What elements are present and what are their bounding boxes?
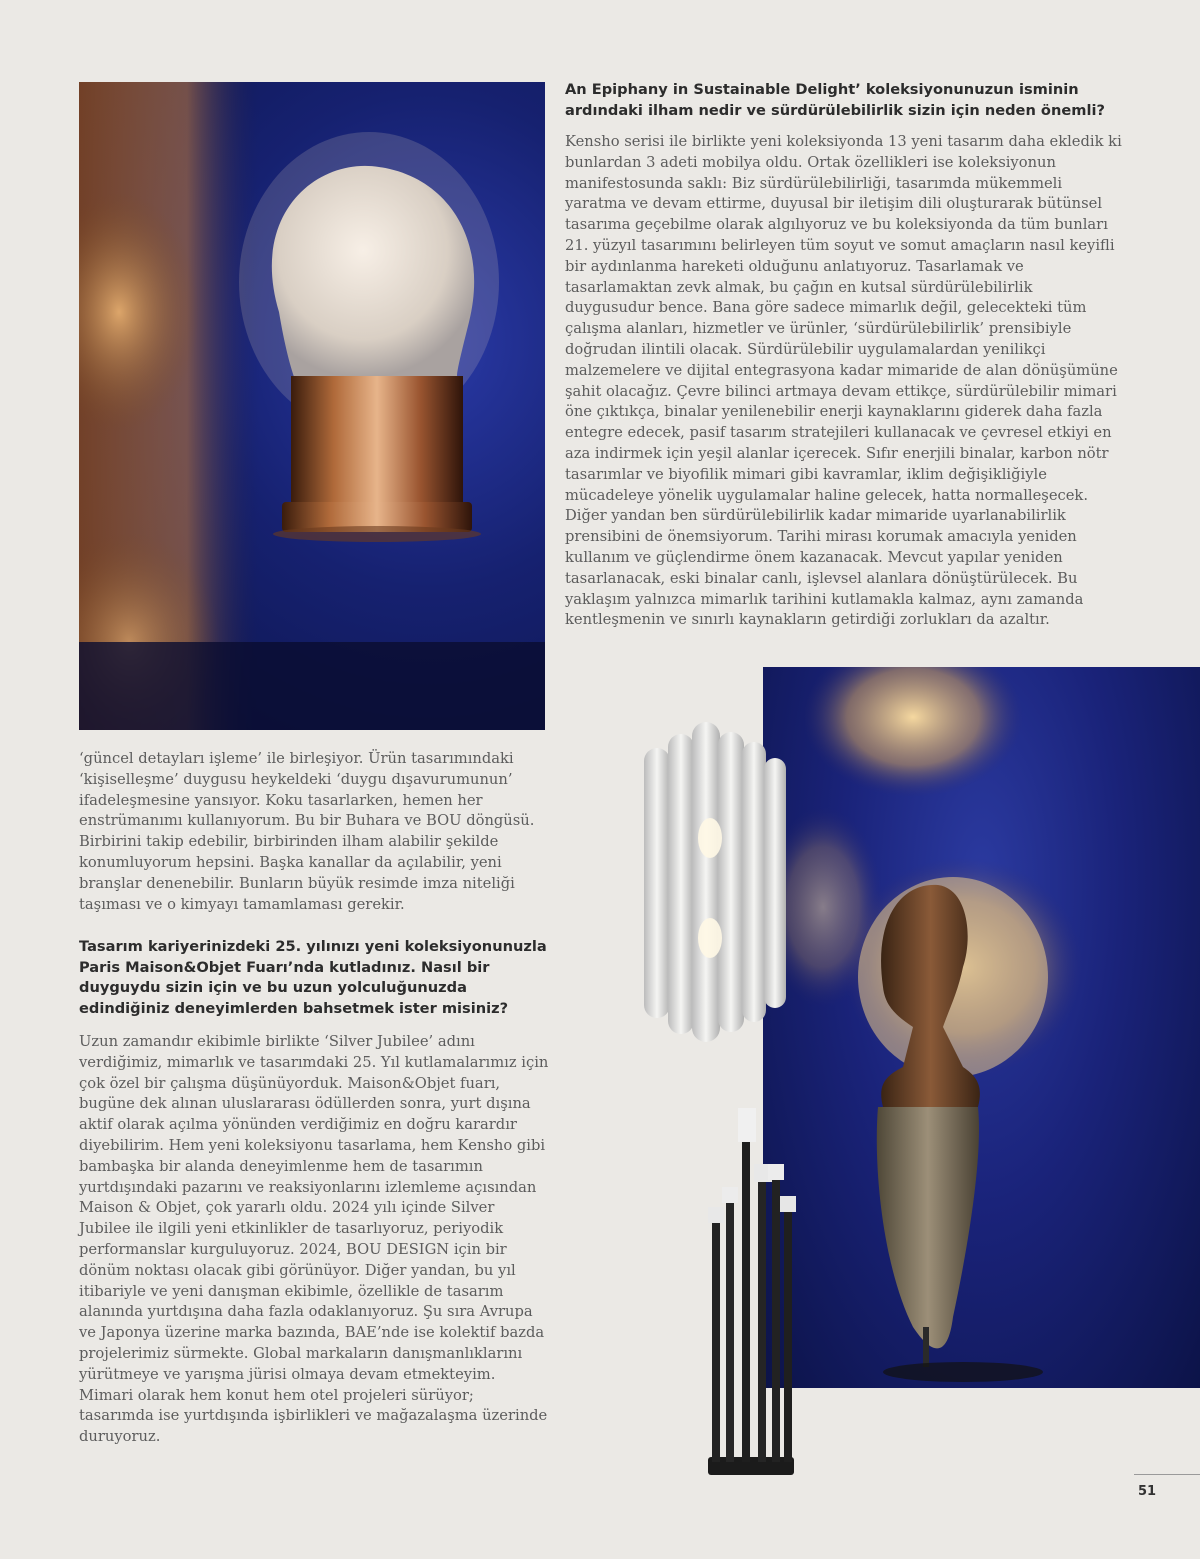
floor-lamp-illustration bbox=[700, 1102, 800, 1482]
answer-2-paragraph: Uzun zamandır ekibimle birlikte ‘Silver Jubilee’ adını verdiğimiz, mimarlık ve tasarımdaki 25. Yıl kutlamalarımız için çok özel bir çalışma düşünüyorduk. Maison&Objet fuarı, bugüne dek alınan uluslararası ödüllerden sonra, yurt dışına aktif olarak açılma yönünden verdiğimiz en doğru karardır diyebilirim. Hem yeni koleksiyonu tasarlama, hem Kensho gibi bambaşka bir alanda deneyimlenme hem de tasarımın yurtdışındaki pazarını ve reaksiyonlarını izlemleme açısından Maison & Objet, çok yararlı oldu. 2024 yılı içinde Silver Jubilee ile ilgili yeni etkinlikler de tasarlıyoruz, periyodik performanslar kurguluyoruz. 2024, BOU DESIGN için bir dönüm noktası olacak gibi görünüyor. Diğer yandan, bu yıl itibariyle ve yeni danışman ekibimle, özellikle de tasarım alanında yurtdışına daha fazla odaklanıyoruz. Şu sıra Avrupa ve Japonya üzerine marka bazında, BAE’nde ise kolektif bazda projelerimiz sürmekte. Global markaların danışmanlıklarını yürütmeye ve yarışma jürisi olmaya devam etmekteyim. Mimari olarak hem konut hem otel projeleri sürüyor; tasarımda ise yurtdışında işbirlikleri ve mağazalaşma üzerinde duruyoruz. bbox=[79, 1033, 549, 1446]
question-1-heading: An Epiphany in Sustainable Delight’ koleksiyonunuzun isminin ardındaki ilham nedir ve sürdürülebilirlik sizin için neden önemli? bbox=[565, 81, 1105, 119]
answer-1-paragraph: Kensho serisi ile birlikte yeni koleksiyonda 13 yeni tasarım daha ekledik ki bunlardan 3 adeti mobilya oldu. Ortak özellikleri ise koleksiyonun manifestosunda saklı: Biz sürdürülebilirliği, tasarımda mükemmeli yaratma ve devam ettirme, duyusal bir iletişim dili oluşturarak bütünsel tasarıma geçebilme olarak algılıyoruz ve bu koleksiyonda da tüm bunları 21. yüzyıl tasarımını belirleyen tüm soyut ve somut amaçların nasıl keyifli bir aydınlanma hareketi olduğunu anlatıyoruz. Tasarlamak ve tasarlamaktan zevk almak, bu çağın en kutsal sürdürülebilirlik duygusudur bence. Bana göre sadece mimarlık değil, gelecekteki tüm çalışma alanları, hizmetler ve ürünler, ‘sürdürülebilirlik’ prensibiyle doğrudan ilintili olacak. Sürdürülebilir uygulamalardan yenilikçi malzemelere ve dijital entegrasyona kadar mimaride de alan dönüşümüne şahit olacağız. Çevre bilinci artmaya devam ettikçe, sürdürülebilir mimari öne çıktıkça, binalar yenilenebilir enerji kaynaklarını giderek daha fazla entegre edecek, pasif tasarım stratejileri kullanacak ve çevresel etkiyi en aza indirmek için yeşil alanlar içerecek. Sıfır enerjili binalar, karbon nötr tasarımlar ve biyofilik mimari gibi kavramlar, iklim değişikliğiyle mücadeleye yönelik uygulamalar haline gelecek, hatta normalleşecek. Diğer yandan ben sürdürülebilirlik kadar mimaride uyarlanabilirlik prensibini de önemsiyorum. Tarihi mirası korumak amacıyla yeniden kullanım ve güçlendirme önem kazanacak. Mevcut yapılar yeniden tasarlanacak, eski binalar canlı, işlevsel alanlara dönüştürülecek. Bu yaklaşım yalnızca mimarlık tarihini kutlamakla kalmaz, aynı zamanda kentleşmenin ve sınırlı kaynakların getirdiği zorlukları da azaltır. bbox=[565, 133, 1122, 629]
glass-sconce-image bbox=[640, 718, 790, 1058]
sculpture-photo bbox=[763, 667, 1200, 1388]
lamp-photo-illustration bbox=[79, 82, 545, 730]
question-2-heading: Tasarım kariyerinizdeki 25. yılınızı yeni koleksiyonunuzla Paris Maison&Objet Fuarı’nda kutladınız. Nasıl bir duyguydu sizin için ve bu uzun yolculuğunuzda edindiğiniz deneyimlerden bahsetmek ister misiniz? bbox=[79, 938, 547, 1018]
floor-lamp-image bbox=[700, 1102, 800, 1482]
lamp-photo bbox=[79, 82, 545, 730]
page-number: 51 bbox=[1138, 1484, 1157, 1499]
page-number-rule bbox=[1134, 1474, 1200, 1475]
glass-sconce-illustration bbox=[640, 718, 790, 1058]
sculpture-photo-illustration bbox=[763, 667, 1200, 1388]
continued-paragraph: ‘güncel detayları işleme’ ile birleşiyor. Ürün tasarımındaki ‘kişiselleşme’ duygusu heykeldeki ‘duygu dışavurumunun’ ifadeleşmesine yansıyor. Koku tasarlarken, hemen her enstrümanımı kullanıyorum. Bu bir Buhara ve BOU döngüsü. Birbirini takip edebilir, birbirinden ilham alabilir şekilde konumluyorum hepsini. Başka kanallar da açılabilir, yeni branşlar denenebilir. Bunların büyük resimde imza niteliği taşıması ve o kimyayı tamamlaması gerekir. bbox=[79, 750, 535, 913]
